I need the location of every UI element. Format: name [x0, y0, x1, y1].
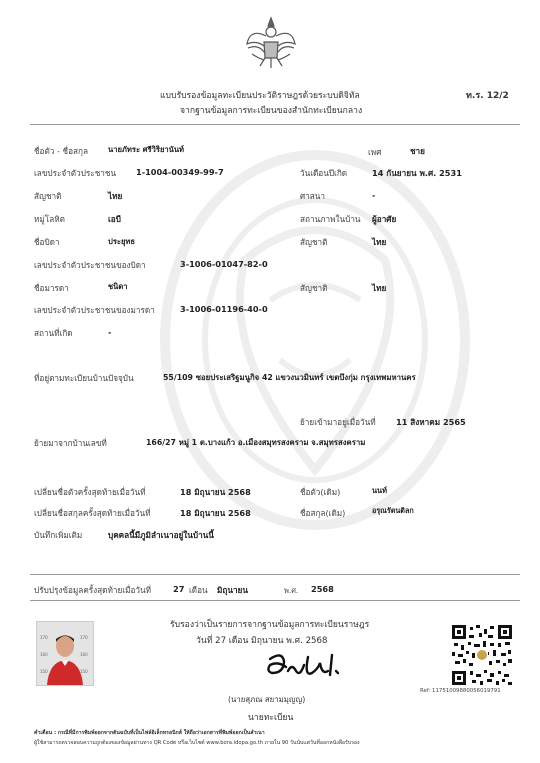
qr-code[interactable] [452, 625, 512, 685]
first-name-change-value: 18 มิถุนายน 2568 [180, 487, 251, 497]
birthplace-label: สถานที่เกิด [34, 328, 73, 338]
mother-nationality-label: สัญชาติ [300, 283, 328, 293]
status-label: สถานภาพในบ้าน [300, 214, 361, 224]
footer-warning: คำเตือน : กรณีที่มีการพิมพ์ออกจากต้นฉบับที่เป็นไฟล์อิเล็กทรอนิกส์ ให้ถือว่าเอกสารที่พิมพ์ออกเป็นสำเนา [34, 730, 265, 736]
old-last-name-label: ชื่อสกุล(เดิม) [300, 508, 346, 518]
moved-from-value: 166/27 หมู่ 1 ต.บางแก้ว อ.เมืองสมุทรสงคราม จ.สมุทรสงคราม [146, 438, 366, 447]
current-address-label: ที่อยู่ตามทะเบียนบ้านปัจจุบัน [34, 373, 134, 383]
old-first-name-value: นนท์ [372, 486, 387, 495]
form-code: ท.ร. 12/2 [466, 91, 509, 101]
father-id-label: เลขประจำตัวประชาชนของบิดา [34, 260, 146, 270]
updated-label: ปรับปรุงข้อมูลครั้งสุดท้ายเมื่อวันที่ [34, 585, 151, 595]
sex-value: ชาย [410, 146, 425, 156]
divider [30, 600, 520, 601]
footer-verification: ผู้ใช้สามารถตรวจสอบความถูกต้องของข้อมูลผ่านทาง QR Code หรือเว็บไซต์ www.bora.idopa.go.th ภายใน 90 วันนับแต่วันที่ออกหนังสือรับรอง [34, 740, 360, 746]
old-first-name-label: ชื่อตัว(เดิม) [300, 487, 341, 497]
photo-tick: 150 [40, 669, 48, 674]
divider [30, 124, 520, 125]
updated-month-label: เดือน [189, 585, 208, 595]
father-id-value: 3-1006-01047-82-0 [180, 259, 268, 269]
signature [262, 649, 350, 683]
cert-line-2: วันที่ 27 เดือน มิถุนายน พ.ศ. 2568 [196, 636, 328, 646]
name-label: ชื่อตัว - ชื่อสกุล [34, 146, 88, 156]
blood-label: หมู่โลหิต [34, 214, 65, 224]
photo-tick: 160 [40, 652, 48, 657]
id-label: เลขประจำตัวประชาชน [34, 168, 117, 178]
moved-from-label: ย้ายมาจากบ้านเลขที่ [34, 438, 107, 448]
reference-number: Ref: 11751009880056019791 [420, 688, 501, 694]
name-value: นายภัทระ ศรีวิริยานันท์ [108, 145, 185, 154]
photo-tick: 170 [80, 635, 88, 640]
last-name-change-value: 18 มิถุนายน 2568 [180, 508, 251, 518]
moved-in-label: ย้ายเข้ามาอยู่เมื่อวันที่ [300, 417, 376, 427]
person-photo [36, 621, 94, 686]
photo-tick: 150 [80, 669, 88, 674]
religion-value: - [372, 190, 376, 200]
father-nationality-label: สัญชาติ [300, 237, 328, 247]
blood-value: เอบี [108, 214, 121, 224]
sex-label: เพศ [368, 147, 382, 157]
updated-year: 2568 [311, 584, 334, 594]
dob-value: 14 กันยายน พ.ศ. 2531 [372, 168, 462, 178]
mother-nationality-value: ไทย [372, 283, 387, 293]
old-last-name-value: อรุณรัตนติลก [372, 506, 414, 515]
mother-id-value: 3-1006-01196-40-0 [180, 304, 268, 314]
father-label: ชื่อบิดา [34, 237, 60, 247]
father-value: ประยุทธ [108, 237, 136, 246]
mother-id-label: เลขประจำตัวประชาชนของมารดา [34, 305, 155, 315]
form-title: แบบรับรองข้อมูลทะเบียนประวัติราษฎรด้วยระบบดิจิทัล [160, 91, 360, 101]
dob-label: วันเดือนปีเกิด [300, 168, 348, 178]
cert-line-1: รับรองว่าเป็นรายการจากฐานข้อมูลการทะเบียนราษฎร [170, 620, 370, 630]
id-value: 1-1004-00349-99-7 [136, 167, 224, 177]
nationality-label: สัญชาติ [34, 191, 62, 201]
last-name-change-label: เปลี่ยนชื่อสกุลครั้งสุดท้ายเมื่อวันที่ [34, 508, 151, 518]
father-nationality-value: ไทย [372, 237, 387, 247]
qr-code-icon [452, 625, 512, 685]
garuda-emblem [244, 14, 298, 70]
religion-label: ศาสนา [300, 191, 325, 201]
note-label: บันทึกเพิ่มเติม [34, 530, 83, 540]
status-value: ผู้อาศัย [372, 214, 397, 224]
mother-value: ชนิดา [108, 282, 128, 291]
signer-title: นายทะเบียน [248, 713, 294, 723]
divider [30, 574, 520, 575]
mother-label: ชื่อมารดา [34, 283, 69, 293]
form-subtitle: จากฐานข้อมูลการทะเบียนของสำนักทะเบียนกลาง [180, 106, 363, 116]
updated-month: มิถุนายน [217, 585, 248, 595]
updated-year-label: พ.ศ. [284, 586, 299, 595]
photo-tick: 160 [80, 652, 88, 657]
updated-day: 27 [173, 584, 185, 594]
portrait [37, 622, 93, 685]
moved-in-value: 11 สิงหาคม 2565 [396, 417, 466, 427]
signer-name: (นายสุภณ สยามมุญญ) [228, 695, 306, 704]
note-value: บุคคลนี้มีภูมิลำเนาอยู่ในบ้านนี้ [108, 530, 214, 540]
nationality-value: ไทย [108, 191, 123, 201]
photo-tick: 170 [40, 635, 48, 640]
first-name-change-label: เปลี่ยนชื่อตัวครั้งสุดท้ายเมื่อวันที่ [34, 487, 146, 497]
current-address-value: 55/109 ซอยประเสริฐมนูกิจ 42 แขวงนวมินทร์ เขตบึงกุ่ม กรุงเทพมหานคร [163, 373, 416, 382]
birthplace-value: - [108, 327, 112, 337]
